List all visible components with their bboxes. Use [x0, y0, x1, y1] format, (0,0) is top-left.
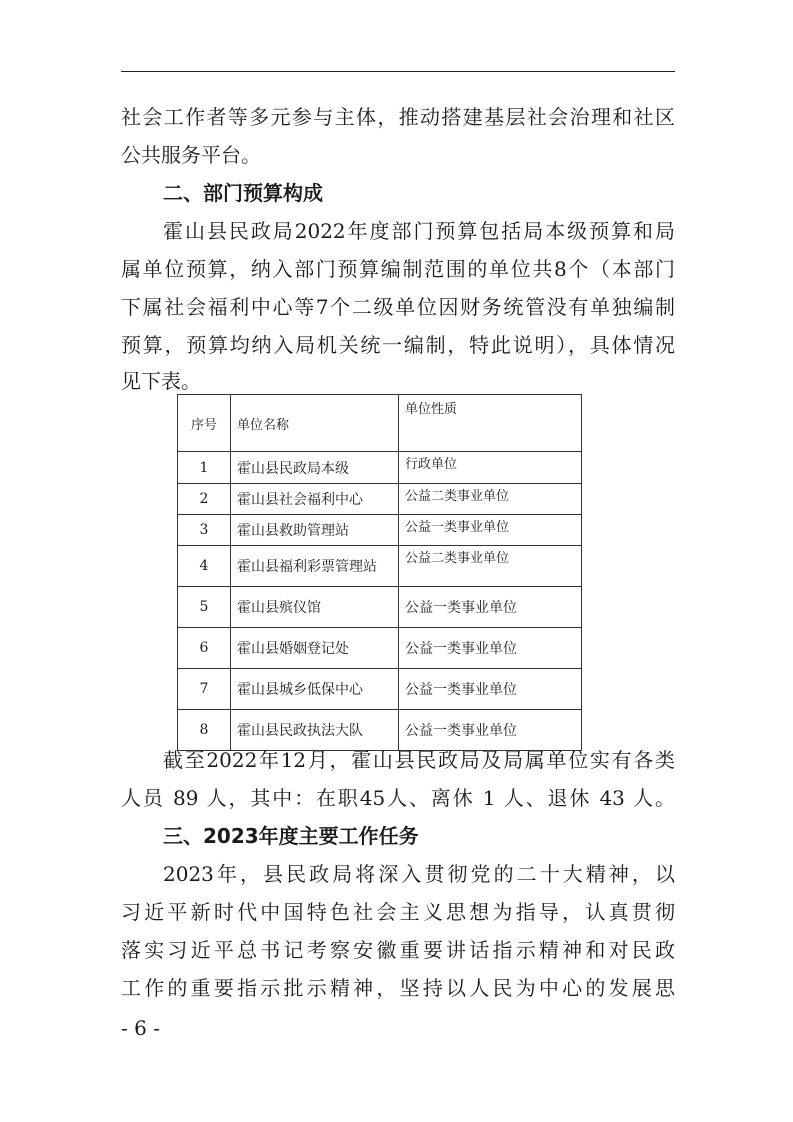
cell-type: 公益一类事业单位 — [399, 710, 582, 751]
table-row — [178, 587, 582, 628]
cell-type: 公益一类事业单位 — [399, 587, 582, 628]
cell-no: 8 — [178, 710, 231, 751]
section-heading-2: 二、部门预算构成 — [163, 181, 323, 205]
units-table — [177, 394, 582, 751]
section-heading-3: 三、2023年度主要工作任务 — [163, 824, 419, 848]
cell-name: 霍山县民政局本级 — [231, 452, 399, 484]
cell-name: 霍山县救助管理站 — [231, 515, 399, 546]
table-row — [178, 452, 582, 484]
paragraph-line: 人员 89 人，其中：在职45人、离休 1 人、退休 43 人。 — [121, 786, 675, 810]
header-cell-name: 单位名称 — [231, 395, 399, 452]
cell-no: 5 — [178, 587, 231, 628]
cell-no: 4 — [178, 546, 231, 587]
table-row — [178, 669, 582, 710]
paragraph-line: 下属社会福利中心等7个二级单位因财务统管没有单独编制 — [121, 295, 675, 319]
paragraph-line: 落实习近平总书记考察安徽重要讲话指示精神和对民政 — [121, 938, 675, 962]
table-row — [178, 546, 582, 587]
cell-no: 2 — [178, 484, 231, 515]
cell-type: 公益二类事业单位 — [399, 484, 582, 515]
cell-name: 霍山县社会福利中心 — [231, 484, 399, 515]
paragraph-line: 截至2022年12月，霍山县民政局及局属单位实有各类 — [163, 748, 675, 772]
cell-name: 霍山县城乡低保中心 — [231, 669, 399, 710]
table-row — [178, 515, 582, 546]
paragraph-line: 2023年，县民政局将深入贯彻党的二十大精神，以 — [163, 862, 675, 886]
cell-no: 1 — [178, 452, 231, 484]
cell-name: 霍山县民政执法大队 — [231, 710, 399, 751]
cell-type: 公益一类事业单位 — [399, 628, 582, 669]
paragraph-line: 属单位预算，纳入部门预算编制范围的单位共8个（本部门 — [121, 257, 675, 281]
header-rule — [121, 71, 675, 72]
paragraph-line: 习近平新时代中国特色社会主义思想为指导，认真贯彻 — [121, 900, 675, 924]
page-number: - 6 - — [121, 1016, 160, 1040]
table-row — [178, 484, 582, 515]
table-header-row — [178, 395, 582, 452]
cell-type: 公益一类事业单位 — [399, 515, 582, 546]
cell-type: 公益一类事业单位 — [399, 669, 582, 710]
cell-name: 霍山县福利彩票管理站 — [231, 546, 399, 587]
paragraph-line: 工作的重要指示批示精神，坚持以人民为中心的发展思 — [121, 976, 675, 1000]
cell-type: 公益二类事业单位 — [399, 546, 582, 587]
paragraph-line: 见下表。 — [121, 369, 201, 393]
cell-no: 7 — [178, 669, 231, 710]
paragraph-line: 社会工作者等多元参与主体，推动搭建基层社会治理和社区 — [121, 105, 675, 129]
paragraph-line: 公共服务平台。 — [121, 143, 261, 167]
table-row — [178, 628, 582, 669]
paragraph-line: 预算，预算均纳入局机关统一编制，特此说明），具体情况 — [121, 333, 675, 357]
header-cell-no: 序号 — [178, 395, 231, 452]
cell-no: 3 — [178, 515, 231, 546]
cell-no: 6 — [178, 628, 231, 669]
cell-name: 霍山县殡仪馆 — [231, 587, 399, 628]
paragraph-line: 霍山县民政局2022年度部门预算包括局本级预算和局 — [163, 219, 675, 243]
cell-name: 霍山县婚姻登记处 — [231, 628, 399, 669]
header-cell-type: 单位性质 — [399, 395, 582, 452]
cell-type: 行政单位 — [399, 452, 582, 484]
